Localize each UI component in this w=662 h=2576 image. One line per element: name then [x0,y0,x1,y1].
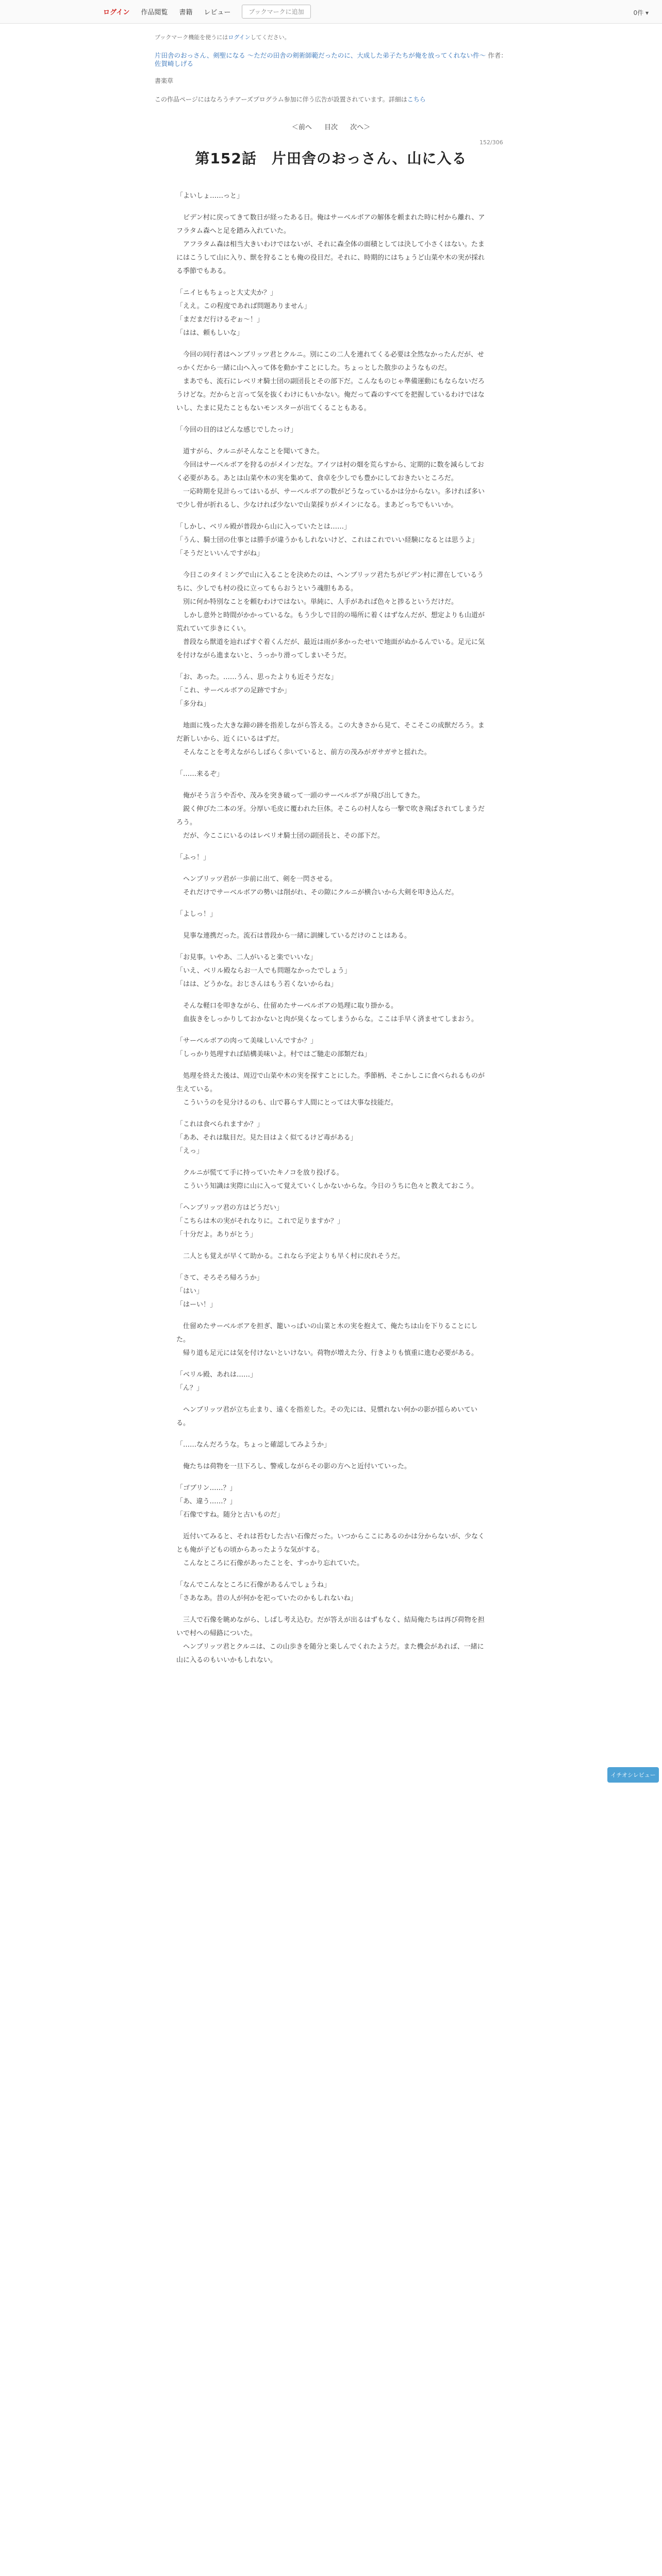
body-paragraph: 「ん？」 [176,1384,204,1392]
series-title-link[interactable]: 片田舎のおっさん、剣聖になる 〜ただの田舎の剣術師範だったのに、大成した弟子たちが俺を放ってくれない件〜 [155,52,486,59]
body-paragraph: 二人とも覚えが早くて助かる。これなら予定よりも早く村に戻れそうだ。 [176,1252,405,1260]
body-paragraph: そんなことを考えながらしばらく歩いていると、前方の茂みがガサガサと揺れた。 [176,749,431,756]
body-paragraph: 処理を終えた後は、周辺で山菜や木の実を探すことにした。季節柄、そこかしこに食べられるものが生えている。 [176,1072,485,1093]
body-paragraph: 「……なんだろうな。ちょっと確認してみようか」 [176,1441,331,1449]
body-paragraph: 「ヘンブリッツ君の方はどうだい」 [176,1204,283,1212]
body-paragraph: 「石像ですね。随分と古いものだ」 [176,1511,284,1519]
body-paragraph: 「はい」 [176,1287,204,1295]
ad-details-link[interactable]: こちら [407,96,426,103]
body-paragraph: アフラタム森は相当大きいわけではないが、それに森全体の面積としては決して小さくはない。たまにはこうして山に入り、獣を狩ることも俺の役目だ。それに、時期的にはちょうど山菜や木の実が採れる季節でもある。 [176,241,485,275]
body-paragraph: こういうのを見分けるのも、山で暮らす人間にとっては大事な技能だ。 [176,1099,398,1107]
body-paragraph: 「さあなあ。昔の人が何かを祀っていたのかもしれないね」 [176,1595,357,1602]
pager-top [0,122,662,131]
body-paragraph: 「ベリル殿、あれは……」 [176,1371,257,1379]
body-paragraph: だが、今ここにいるのはレベリオ騎士団の副団長と、その部下だ。 [176,832,384,840]
body-paragraph: そんな軽口を叩きながら、仕留めたサーベルボアの処理に取り掛かる。 [176,1002,398,1010]
body-paragraph: 「多分ね」 [176,700,210,708]
body-paragraph: 血抜きをしっかりしておかないと肉が臭くなってしまうからな。ここは手早く済ませてしまおう。 [176,1015,478,1023]
body-paragraph: 別に何か特別なことを頼むわけではない。単純に、人手があれば色々と捗るというだけだ。 [176,598,458,606]
publisher-label: 書楽草 [155,77,174,84]
body-paragraph: 道すがら、クルニがそんなことを聞いてきた。 [176,448,324,455]
featured-review-button[interactable]: イチオシレビュー [607,1767,659,1783]
body-paragraph: ビデン村に戻ってきて数日が経ったある日。俺はサーベルボアの解体を頼まれた時に村から離れ、アフラタム森へと足を踏み入れていた。 [176,214,485,235]
body-paragraph: 「ふっ！」 [176,854,210,861]
bookmark-login-note: ブックマーク機能を使うにはログインしてください。 [155,34,290,41]
body-paragraph: 普段なら獣道を辿ればすぐ着くんだが、最近は雨が多かったせいで地面がぬかるんでいる。足元に気を付けながら進まないと、うっかり滑ってしまいそうだ。 [176,638,485,659]
body-paragraph: 「……来るぞ」 [176,770,224,778]
body-paragraph: 「はーい！」 [176,1301,217,1309]
body-paragraph: ヘンブリッツ君が一歩前に出て、剣を一閃させる。 [176,875,337,883]
body-paragraph: 「そうだといいんですがね」 [176,550,264,557]
body-paragraph: 一応時期を見計らってはいるが、サーベルボアの数がどうなっているかは分からない。多ければ多いで少し骨が折れるし、少なければ少ないで山菜採りがメインになる。まあどっちでもいいか。 [176,488,485,509]
bookmark-add-button[interactable]: ブックマークに追加 [242,5,310,19]
body-paragraph: それだけでサーベルボアの勢いは削がれ、その隙にクルニが横合いから大剣を叩き込んだ。 [176,889,458,896]
body-paragraph: 「あ、違う……？」 [176,1498,237,1505]
body-paragraph: 「今回の目的はどんな感じでしたっけ」 [176,426,297,434]
login-link-inline[interactable]: ログイン [228,34,251,41]
body-paragraph: しかし意外と時間がかかっているな。もう少しで目的の場所に着くはずなんだが、想定よりも山道が荒れていて歩きにくい。 [176,612,485,633]
body-paragraph: 「これ、サーベルボアの足跡ですか」 [176,687,291,694]
body-paragraph: クルニが慌てて手に持っていたキノコを放り投げる。 [176,1169,343,1177]
body-paragraph: 見事な連携だった。流石は普段から一緒に訓練しているだけのことはある。 [176,932,411,940]
body-paragraph: 三人で石像を眺めながら、しばし考え込む。だが答えが出るはずもなく、結局俺たちは再び荷物を担いで村への帰路についた。 [176,1616,485,1637]
body-paragraph: 俺がそう言うや否や、茂みを突き破って一頭のサーベルボアが飛び出してきた。 [176,792,424,800]
body-paragraph: こんなところに石像があったことを、すっかり忘れていた。 [176,1560,364,1567]
next-chapter-link[interactable]: 次へ＞ [350,124,371,131]
body-paragraph: 「ええ。この程度であれば問題ありません」 [176,302,311,310]
body-paragraph: 「さて、そろそろ帰ろうか」 [176,1274,263,1282]
author-link[interactable]: 佐賀崎しげる [155,60,194,67]
body-paragraph: ヘンブリッツ君が立ち止まり、遠くを指差した。その先には、見慣れない何かの影が揺らめいている。 [176,1406,477,1427]
ad-disclosure: この作品ページにはなろうチアーズプログラム参加に伴う広告が設置されています。詳細はこちら [155,96,426,103]
body-paragraph: 鋭く伸びた二本の牙。分厚い毛皮に覆われた巨体。そこらの村人なら一撃で吹き飛ばされてしまうだろう。 [176,805,485,826]
nav-books[interactable]: 書籍 [179,9,193,16]
prev-chapter-link[interactable]: ＜前へ [291,124,312,131]
body-paragraph: 「いえ、ベリル殿ならお一人でも問題なかったでしょう」 [176,967,351,975]
body-paragraph: 「しっかり処理すれば結構美味いよ。村ではご馳走の部類だね」 [176,1050,371,1058]
body-paragraph: 今日このタイミングで山に入ることを決めたのは、ヘンブリッツ君たちがビデン村に滞在しているうちに、少しでも村の役に立ってもらおうという魂胆もある。 [176,571,484,592]
body-paragraph: 帰り道も足元には気を付けないといけない。荷物が増えた分、行きよりも慎重に進む必要がある。 [176,1349,478,1357]
body-paragraph: 「しかし、ベリル殿が普段から山に入っていたとは……」 [176,523,351,531]
body-paragraph: 「よいしょ……っと」 [176,192,244,200]
body-paragraph: 「よしっ！」 [176,910,217,918]
body-paragraph: 「えっ」 [176,1147,204,1155]
body-paragraph: 近付いてみると、それは苔むした古い石像だった。いつからここにあるのかは分からないが、少なくとも俺が子どもの頃からあったような気がする。 [176,1533,485,1554]
body-paragraph: 「こちらは木の実がそれなりに。これで足りますか？」 [176,1217,344,1225]
body-paragraph: 地面に残った大きな蹄の跡を指差しながら答える。この大きさから見て、そこそこの成獣だろう。まだ新しいから、近くにいるはずだ。 [176,722,485,743]
nav-works[interactable]: 作品閲覧 [141,9,168,16]
body-paragraph: 俺たちは荷物を一旦下ろし、警戒しながらその影の方へと近付いていった。 [176,1463,411,1470]
top-navigation-bar [0,0,662,24]
body-paragraph: 「まだまだ行けるぞぉ～！」 [176,316,264,324]
body-paragraph: 仕留めたサーベルボアを担ぎ、籠いっぱいの山菜と木の実を抱えて、俺たちは山を下りることにした。 [176,1323,478,1344]
chapter-title: 第152話 片田舎のおっさん、山に入る [195,150,467,167]
login-link[interactable]: ログイン [103,9,130,16]
chapter-body [176,190,486,1667]
body-paragraph: 「ニイヒもちょっと大丈夫か？」 [176,289,277,297]
body-paragraph: 「お、あった。……うん、思ったよりも近そうだな」 [176,673,338,681]
body-paragraph: 「サーベルボアの肉って美味しいんですか？」 [176,1037,318,1045]
body-paragraph: 「うん、騎士団の仕事とは勝手が違うかもしれないけど、これはこれでいい経験になるとは思うよ」 [176,536,478,544]
body-paragraph: 今回はサーベルボアを狩るのがメインだな。アイツは村の畑を荒らすから、定期的に数を減らしておく必要がある。あとは山菜や木の実を集めて、食卓を少しでも豊かにしておきたいところだ。 [176,461,484,482]
body-paragraph: 「お見事。いやあ、二人がいると楽でいいな」 [176,954,317,961]
body-paragraph: 「十分だよ。ありがとう」 [176,1231,257,1239]
chapter-number: 152/306 [479,139,503,146]
body-paragraph: 「なんでこんなところに石像があるんでしょうね」 [176,1581,331,1589]
body-paragraph: 「ああ、それは駄目だ。見た目はよく似てるけど毒がある」 [176,1134,357,1142]
main-nav [141,7,242,16]
nav-reviews[interactable]: レビュー [204,9,231,16]
breadcrumb: 片田舎のおっさん、剣聖になる 〜ただの田舎の剣術師範だったのに、大成した弟子たちが俺を放ってくれない件〜 作者：佐賀崎しげる [155,52,507,67]
body-paragraph: こういう知識は実際に山に入って覚えていくしかないからな。今日のうちに色々と教えておこう。 [176,1182,478,1190]
user-menu[interactable]: 0件 ▾ [633,9,649,16]
body-paragraph: 「はは、どうかな。おじさんはもう若くないからね」 [176,980,338,988]
body-paragraph: 「はは、頼もしいな」 [176,329,244,337]
body-paragraph: 「ゴブリン……？」 [176,1484,237,1492]
body-paragraph: まあでも、流石にレベリオ騎士団の副団長とその部下だ。こんなものじゃ準備運動にもならないだろうけどな。だからと言って気を抜くわけにもいかない。俺だって森のすべてを把握しているわけではないし、たまに見たこともないモンスターが出てくることもある。 [176,378,485,412]
body-paragraph: 「これは食べられますか？」 [176,1121,264,1128]
toc-link[interactable]: 目次 [324,124,338,131]
body-paragraph: ヘンブリッツ君とクルニは、この山歩きを随分と楽しんでくれたようだ。また機会があれば、一緒に山に入るのもいいかもしれない。 [176,1643,484,1664]
body-paragraph: 今回の同行者はヘンブリッツ君とクルニ。別にこの二人を連れてくる必要は全然なかったんだが、せっかくだから一緒に山へ入って体を動かすことにした。ちょっとした散歩のようなものだ。 [176,351,484,372]
